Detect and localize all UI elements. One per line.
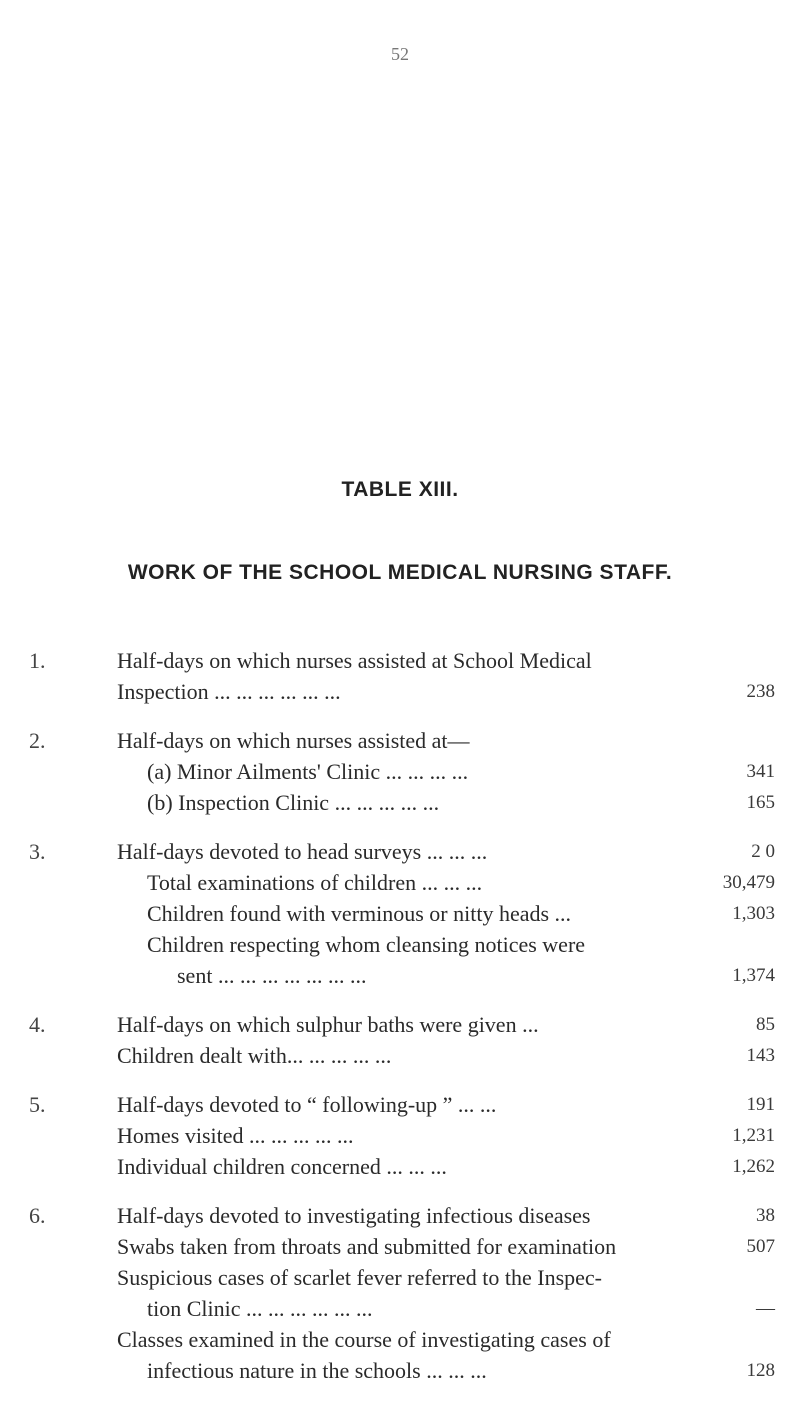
stat-row [0, 1089, 800, 1120]
stat-label: Swabs taken from throats and submitted for examination [117, 1234, 617, 1259]
stat-label: Children found with verminous or nitty heads ... [147, 901, 572, 926]
stat-label: Classes examined in the course of investigating cases of infectious nature in the schools ... ... ... [117, 1327, 611, 1383]
stat-label: Individual children concerned ... ... ... [117, 1154, 447, 1179]
stat-label: Half-days on which sulphur baths were given ... [117, 1012, 539, 1037]
page-number: 52 [391, 44, 409, 64]
stat-row [0, 1151, 800, 1182]
stat-value: 165 [746, 792, 775, 813]
stat-row [0, 1040, 800, 1071]
section-number: 2. [29, 728, 46, 753]
stat-label: Homes visited ... ... ... ... ... [117, 1123, 354, 1148]
stat-value: 2 0 [751, 841, 775, 862]
stat-row [0, 1262, 800, 1324]
stat-row [0, 1120, 800, 1151]
section-6 [0, 1200, 800, 1386]
stat-value: 238 [746, 681, 775, 702]
section-1 [0, 645, 800, 707]
section-number: 5. [29, 1092, 46, 1117]
stat-value: — [756, 1298, 775, 1319]
stat-row [0, 1231, 800, 1262]
stat-row [0, 645, 800, 707]
stat-label: Children respecting whom cleansing notices were sent ... ... ... ... ... ... ... [147, 932, 586, 988]
stat-label: (b) Inspection Clinic ... ... ... ... ... [147, 790, 440, 815]
section-3 [0, 836, 800, 991]
stat-label: Half-days devoted to head surveys ... ... ... [117, 839, 488, 864]
stat-row [0, 725, 800, 756]
stat-label: Suspicious cases of scarlet fever referred to the Inspec- tion Clinic ... ... ... ... ... ... [117, 1265, 603, 1321]
stat-value: 85 [756, 1014, 775, 1035]
stat-value: 128 [746, 1360, 775, 1381]
stat-label: Half-days on which nurses assisted at— [117, 728, 470, 753]
stat-label: (a) Minor Ailments' Clinic ... ... ... ... [147, 759, 469, 784]
stat-row [0, 1200, 800, 1231]
stat-value: 1,262 [732, 1156, 775, 1177]
stat-row [0, 867, 800, 898]
section-number: 4. [29, 1012, 46, 1037]
table-title: TABLE XIII. [341, 478, 459, 501]
stat-value: 1,231 [732, 1125, 775, 1146]
stat-value: 143 [746, 1045, 775, 1066]
document-heading: WORK OF THE SCHOOL MEDICAL NURSING STAFF. [127, 561, 673, 584]
stat-row [0, 836, 800, 867]
stat-label: Children dealt with... ... ... ... ... [117, 1043, 392, 1068]
stat-label: Half-days devoted to investigating infectious diseases [117, 1203, 591, 1228]
statistics-list [0, 645, 800, 1404]
section-number: 3. [29, 839, 46, 864]
stat-label: Half-days on which nurses assisted at School Medical Inspection ... ... ... ... ... ... [117, 648, 592, 704]
stat-row [0, 1009, 800, 1040]
stat-row [0, 898, 800, 929]
stat-value: 1,303 [732, 903, 775, 924]
section-number: 1. [29, 648, 46, 673]
section-5 [0, 1089, 800, 1182]
stat-value: 191 [746, 1094, 775, 1115]
stat-value: 30,479 [722, 872, 775, 893]
stat-label: Half-days devoted to “ following-up ” ... ... [117, 1092, 497, 1117]
stat-label: Total examinations of children ... ... ... [147, 870, 483, 895]
stat-value: 507 [746, 1236, 775, 1257]
stat-value: 341 [746, 761, 775, 782]
section-number: 6. [29, 1203, 46, 1228]
stat-row [0, 1324, 800, 1386]
stat-value: 1,374 [732, 965, 775, 986]
section-2 [0, 725, 800, 818]
stat-row [0, 787, 800, 818]
section-4 [0, 1009, 800, 1071]
stat-row [0, 756, 800, 787]
stat-row [0, 929, 800, 991]
stat-value: 38 [756, 1205, 775, 1226]
